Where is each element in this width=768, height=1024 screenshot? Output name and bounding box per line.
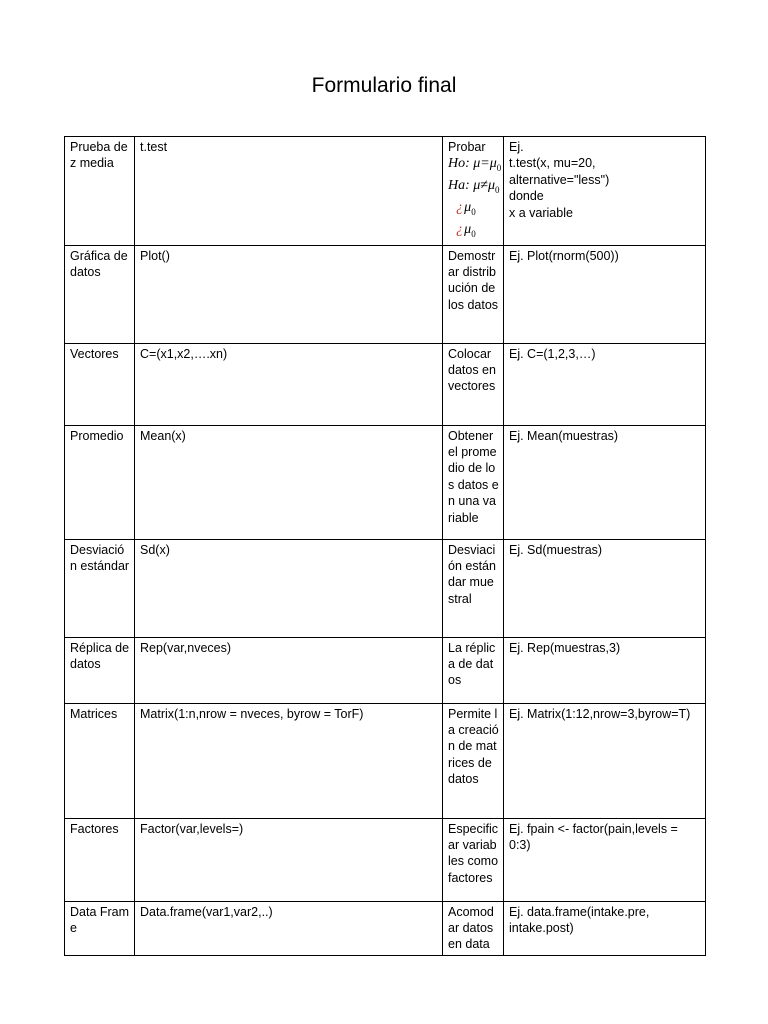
example-cell: Ej. Mean(muestras) [504, 425, 706, 539]
function-cell: Data.frame(var1,var2,..) [135, 901, 443, 955]
example-cell: Ej. data.frame(intake.pre, intake.post) [504, 901, 706, 955]
table-row [65, 343, 706, 425]
purpose-line: Probar [448, 140, 486, 154]
concept-cell: Matrices [65, 703, 135, 818]
purpose-cell [443, 137, 504, 246]
function-cell: Mean(x) [135, 425, 443, 539]
example-line: donde [509, 189, 544, 204]
null-hypothesis: Ho: $\mu=\mu_0$ [448, 156, 502, 174]
function-cell: C=(x1,x2,….xn) [135, 343, 443, 425]
concept-cell: Desviación estándar [65, 539, 135, 637]
concept-cell: Promedio [65, 425, 135, 539]
function-cell: Rep(var,nveces) [135, 637, 443, 703]
table-row [65, 425, 706, 539]
concept-cell: Data Frame [65, 901, 135, 955]
example-line: x a variable [509, 205, 573, 220]
purpose-cell: Permite la creación de matrices de datos [443, 703, 504, 818]
function-cell: Sd(x) [135, 539, 443, 637]
example-cell: Ej. Matrix(1:12,nrow=3,byrow=T) [504, 703, 706, 818]
example-cell: Ej. C=(1,2,3,…) [504, 343, 706, 425]
table-row [65, 245, 706, 343]
purpose-cell: Acomodar datos en data [443, 901, 504, 955]
function-cell: Plot() [135, 245, 443, 343]
example-cell: Ej. Plot(rnorm(500)) [504, 245, 706, 343]
example-cell: Ej. Sd(muestras) [504, 539, 706, 637]
purpose-cell: Colocar datos en vectores [443, 343, 504, 425]
purpose-cell: Desviación estándar muestral [443, 539, 504, 637]
example-line: alternative="less") [509, 172, 610, 187]
table-row [65, 818, 706, 901]
function-cell: t.test [135, 137, 443, 246]
table-row [65, 137, 706, 246]
table-row [65, 539, 706, 637]
example-cell [504, 137, 706, 246]
example-cell: Ej. fpain <- factor(pain,levels = 0:3) [504, 818, 706, 901]
example-line: Ej. [509, 140, 524, 154]
purpose-cell: Demostrar distribución de los datos [443, 245, 504, 343]
table-row [65, 703, 706, 818]
example-line: t.test(x, mu=20, [509, 156, 596, 171]
function-cell: Matrix(1:n,nrow = nveces, byrow = TorF) [135, 703, 443, 818]
document-title: Formulario final [311, 74, 457, 97]
formula-table [64, 136, 706, 956]
formula-artifact: ¿ $\mu_0$ [456, 200, 476, 217]
alt-hypothesis: Ha: $\mu\ne\mu_0$ [448, 178, 500, 195]
purpose-cell: Obtener el promedio de los datos en una variable [443, 425, 504, 539]
formula-artifact: ¿ $\mu_0$ [456, 221, 476, 239]
concept-cell: Réplica de datos [65, 637, 135, 703]
purpose-cell: La réplica de datos [443, 637, 504, 703]
table-row [65, 901, 706, 955]
example-cell: Ej. Rep(muestras,3) [504, 637, 706, 703]
concept-cell: Factores [65, 818, 135, 901]
concept-cell: Gráfica de datos [65, 245, 135, 343]
function-cell: Factor(var,levels=) [135, 818, 443, 901]
concept-cell: Prueba de z media [65, 137, 135, 246]
purpose-cell: Especificar variables como factores [443, 818, 504, 901]
concept-cell: Vectores [65, 343, 135, 425]
table-row [65, 637, 706, 703]
